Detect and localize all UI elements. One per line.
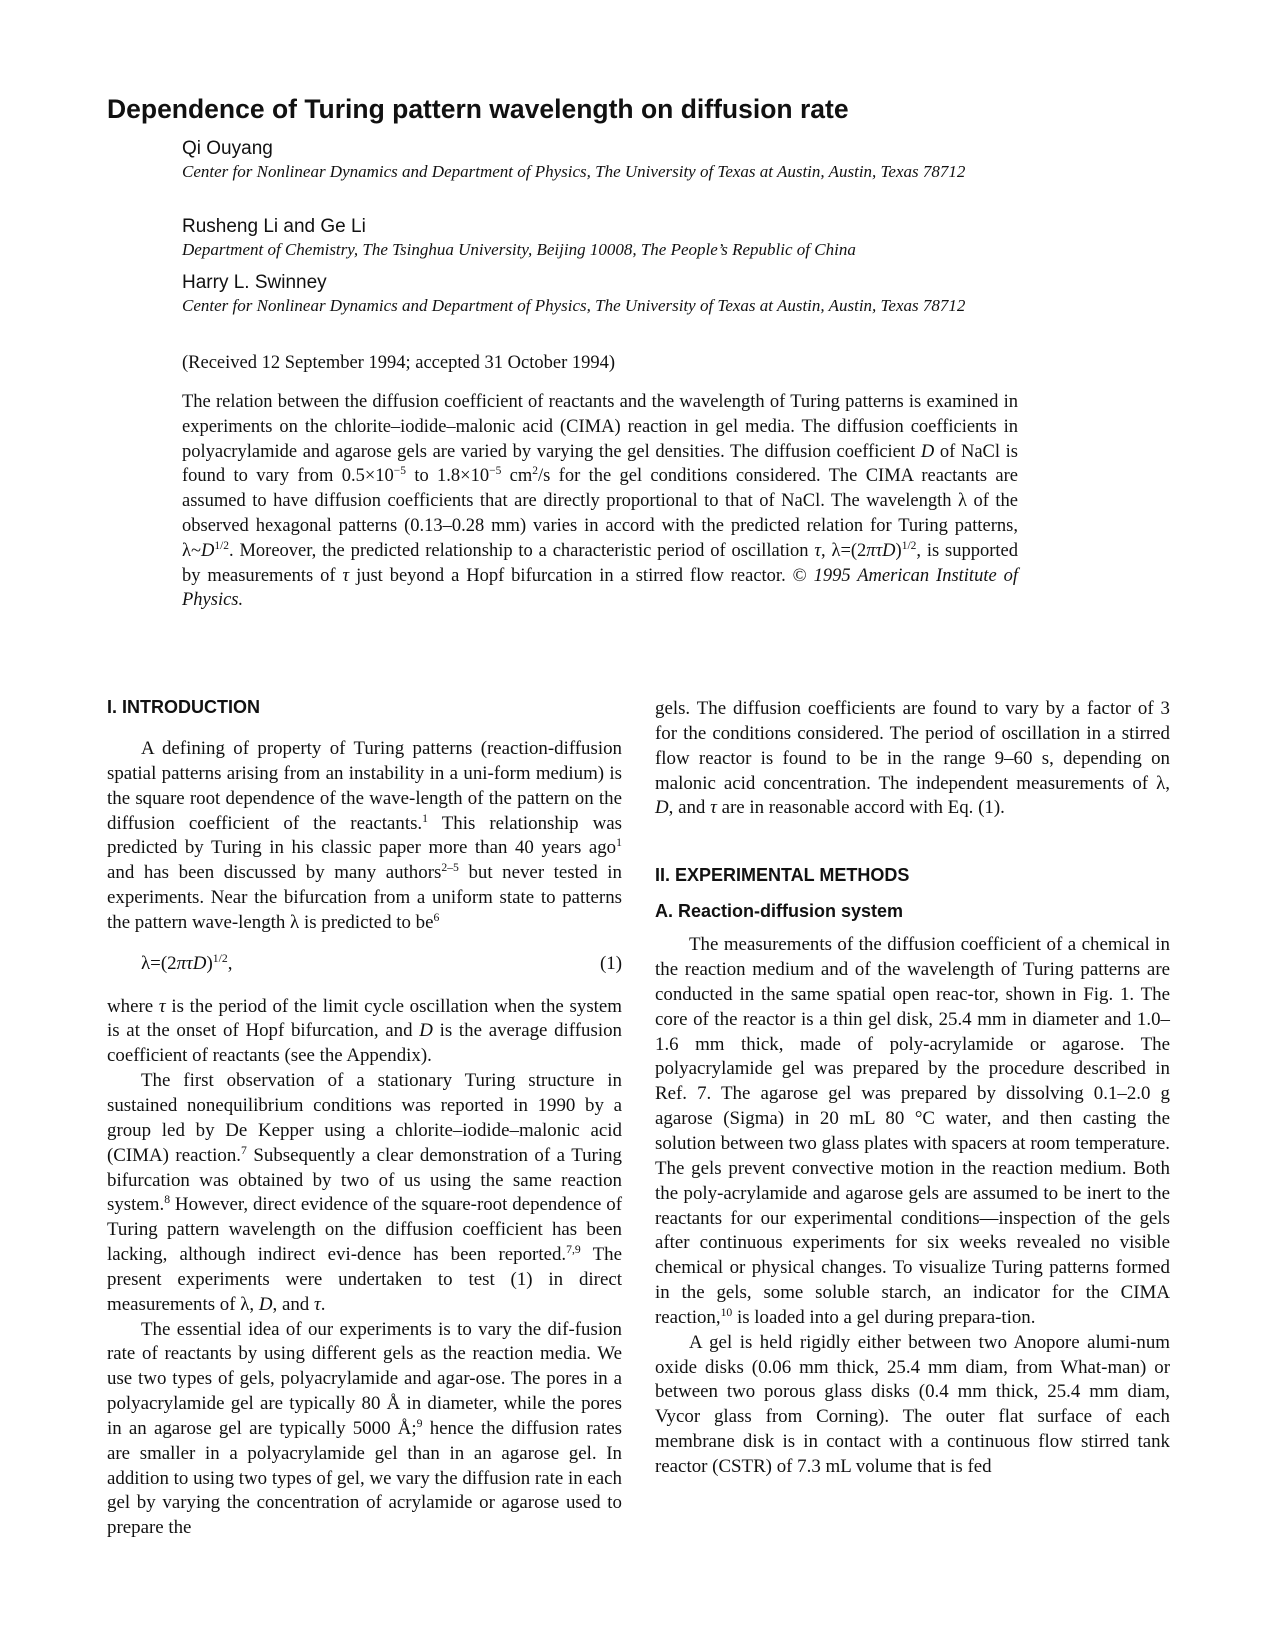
section-heading-introduction: I. INTRODUCTION (107, 697, 260, 717)
author-block-3 (182, 271, 1022, 316)
author-name: Qi Ouyang (182, 138, 273, 159)
author-affiliation: Center for Nonlinear Dynamics and Department of Physics, The University of Texas at Austin, Austin, Texas 78712 (182, 296, 966, 315)
paragraph: A gel is held rigidly either between two Anopore alumi-num oxide disks (0.06 mm thick, 25.4 mm diam, from What-man) or between two porous glass disks (0.4 mm thick, 25.4 mm diam, Vycor glass from Corning). The outer flat surface of each membrane disk is in contact with a continuous flow stirred tank reactor (CSTR) of 7.3 mL volume that is fed (655, 1331, 1170, 1477)
paragraph: gels. The diffusion coefficients are found to vary by a factor of 3 for the conditions considered. The period of oscillation in a stirred flow reactor is found to be in the range 9–60 s, depending on malonic acid concentration. The independent measurements of λ, D, and τ are in reasonable accord with Eq. (1). (655, 698, 1170, 819)
abstract: The relation between the diffusion coefficient of reactants and the wavelength of Turing patterns is examined in experiments on the chlorite–iodide–malonic acid (CIMA) reaction in gel media. The diffusion coefficients in polyacrylamide and agarose gels are varied by varying the gel densities. The diffusion coefficient D of NaCl is found to vary from $0.5\times 10^{-5}$ to $1.8\times 10^{-5}$ $cm^2/s$ for the gel conditions considered. The CIMA reactants are assumed to have diffusion coefficients that are directly proportional to that of NaCl. The wavelength λ of the observed hexagonal patterns (0.13–0.28 mm) varies in accord with the predicted relation for Turing patterns, $\lambda\sim D^{1/2}$. Moreover, the predicted relationship to a characteristic period of oscillation τ, $\lambda=(2\pi\tau D)^{1/2}$, is supported by measurements of τ just beyond a Hopf bifurcation in a stirred flow reactor. © 1995 American Institute of Physics. (182, 392, 1018, 611)
left-column (107, 695, 622, 1541)
author-name: Rusheng Li and Ge Li (182, 216, 366, 237)
right-column (655, 697, 1170, 1480)
author-affiliation: Center for Nonlinear Dynamics and Department of Physics, The University of Texas at Austin, Austin, Texas 78712 (182, 162, 966, 181)
paragraph: The first observation of a stationary Turing structure in sustained nonequilibrium conditions was reported in 1990 by a group led by De Kepper using a chlorite–iodide–malonic acid (CIMA) reaction.$^7$ Subsequently a clear demonstration of a Turing bifurcation was obtained by two of us using the same reaction system.$^8$ However, direct evidence of the square-root dependence of Turing pattern wavelength on the diffusion coefficient has been lacking, although indirect evi-dence has been reported.$^{7,9}$ The present experiments were undertaken to test (1) in direct measurements of λ, D, and τ. (107, 1070, 622, 1315)
subsection-heading-reaction-diffusion: A. Reaction-diffusion system (655, 901, 904, 922)
author-affiliation: Department of Chemistry, The Tsinghua University, Beijing 10008, The People’s Republic of China (182, 240, 856, 259)
equation-1: $\lambda=(2\pi\tau D)^{1/2}$, (1) (107, 952, 622, 977)
author-name: Harry L. Swinney (182, 272, 327, 293)
paragraph: A defining of property of Turing patterns (reaction-diffusion spatial patterns arising from an instability in a uni-form medium) is the square root dependence of the wave-length of the pattern on the diffusion coefficient of the reactants.$^1$ This relationship was predicted by Turing in his classic paper more than 40 years ago$^1$ and has been discussed by many authors$^{2-5}$ but never tested in experiments. Near the bifurcation from a uniform state to patterns the pattern wave-length λ is predicted to $be^6$ (107, 738, 622, 933)
paragraph: The measurements of the diffusion coefficient of a chemical in the reaction medium and of the wavelength of Turing patterns are conducted in the same spatial open reac-tor, shown in Fig. 1. The core of the reactor is a thin gel disk, 25.4 mm in diameter and 1.0–1.6 mm thick, made of poly-acrylamide or agarose. The polyacrylamide gel was prepared by the procedure described in Ref. 7. The agarose gel was prepared by dissolving 0.1–2.0 g agarose (Sigma) in 20 mL 80 °C water, and then casting the solution between two glass plates with spacers at room temperature. The gels prevent convective motion in the reaction medium. Both the poly-acrylamide and agarose gels are assumed to be inert to the reactants for our experimental conditions—inspection of the gels after continuous experiments for six weeks revealed no visible chemical or physical changes. To visualize Turing patterns formed in the gels, some soluble starch, an indicator for the CIMA reaction,$^{10}$ is loaded into a gel during prepara-tion. (655, 934, 1170, 1328)
paragraph: where τ is the period of the limit cycle oscillation when the system is at the onset of Hopf bifurcation, and D is the average diffusion coefficient of reactants (see the Appendix). (107, 995, 623, 1067)
paper-title: Dependence of Turing pattern wavelength on diffusion rate (107, 94, 849, 124)
author-block-1 (182, 137, 1022, 182)
author-block-2 (182, 215, 1022, 260)
paragraph: The essential idea of our experiments is to vary the dif-fusion rate of reactants by using different gels as the reaction media. We use two types of gels, polyacrylamide and agar-ose. The pores in a polyacrylamide gel are typically 80 Å in diameter, while the pores in an agarose gel are typically 5000 Å;$^9$ hence the diffusion rates are smaller in a polyacrylamide gel than in an agarose gel. In addition to using two types of gel, we vary the diffusion rate in each gel by varying the concentration of acrylamide or agarose used to prepare the (107, 1318, 622, 1539)
section-heading-experimental-methods: II. EXPERIMENTAL METHODS (655, 865, 910, 886)
equation-number: (1) (599, 952, 622, 974)
received-dates: (Received 12 September 1994; accepted 31 October 1994) (182, 353, 616, 373)
